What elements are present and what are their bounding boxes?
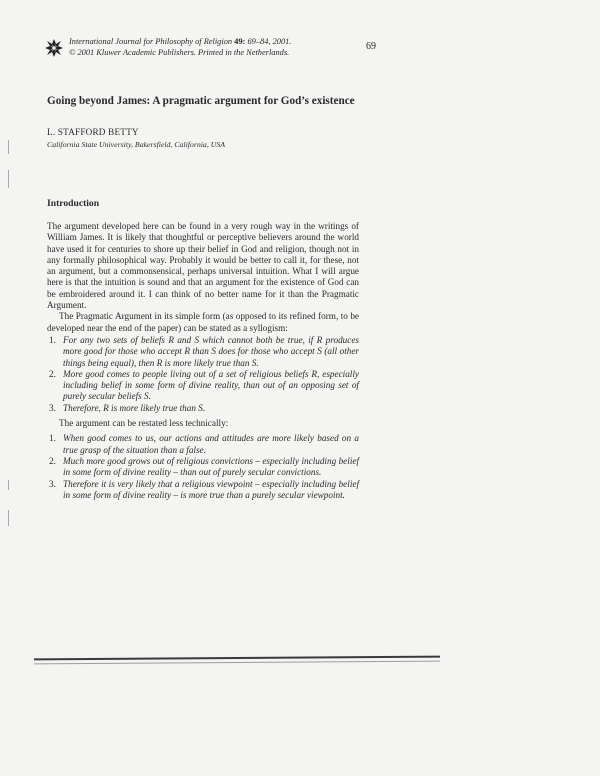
article-author: L. STAFFORD BETTY — [47, 127, 139, 137]
list-item: 2. Much more good grows out of religious convictions – especially including belief in some form of divine reality – than out of purely secular convictions. — [49, 455, 359, 478]
journal-volume: 49: — [234, 37, 246, 46]
syllogism-list — [47, 335, 359, 414]
page-bottom-rule-shadow — [34, 661, 440, 665]
restated-list — [47, 433, 359, 501]
page-number: 69 — [366, 41, 376, 52]
journal-name: International Journal for Philosophy of Religion — [69, 37, 233, 46]
paragraph-1: The argument developed here can be found in a very rough way in the writings of William James. It is likely that thoughtful or perceptive believers around the world have used it for centuries to shore up their belief in God and religion, though not in any formally philosophical way. Probably it would be better to call it, for these, not an argument, but a commonsensical, perhaps universal intuition. What I will argue here is that the intuition is sound and that an argument for the existence of God can be embroidered around it. I can think of no better name for it than the Pragmatic Argument. — [47, 221, 359, 311]
list-item: 3. Therefore, R is more likely true than S. — [49, 402, 206, 413]
paragraph-3: The argument can be restated less technically: — [59, 418, 229, 429]
list-item: 3. Therefore it is very likely that a religious viewpoint – especially including belief in some form of divine reality – is more true than a purely secular viewpoint. — [49, 478, 359, 500]
journal-pages-year: 69–84, 2001. — [247, 37, 292, 46]
list-item: 1. When good comes to us, our actions and attitudes are more likely based on a true grasp of the situation than a false. — [49, 433, 359, 455]
paragraph-2: The Pragmatic Argument in its simple form (as opposed to its refined form, to be developed near the end of the paper) can be stated as a syllogism: — [47, 311, 359, 333]
copyright-line: © 2001 Kluwer Academic Publishers. Printed in the Netherlands. — [69, 48, 290, 57]
section-heading-introduction: Introduction — [47, 198, 100, 209]
list-item: 1. For any two sets of beliefs R and S which cannot both be true, if R produces more good for those who accept R than S does for those who accept S (all other things being equal), then R is more likely true than S. — [49, 334, 359, 368]
list-item: 2. More good comes to people living out of a set of religious beliefs R, especially including belief in some form of divine reality, than out of an opposing set of purely secular beliefs S. — [49, 368, 359, 402]
scan-margin-marks — [4, 130, 14, 550]
body-text — [47, 221, 359, 505]
article-title: Going beyond James: A pragmatic argument for God’s existence — [47, 95, 355, 107]
journal-citation — [69, 36, 291, 58]
publisher-logo-icon — [44, 38, 64, 58]
author-affiliation: California State University, Bakersfield, California, USA — [47, 140, 226, 149]
page-bottom-rule — [34, 656, 440, 661]
